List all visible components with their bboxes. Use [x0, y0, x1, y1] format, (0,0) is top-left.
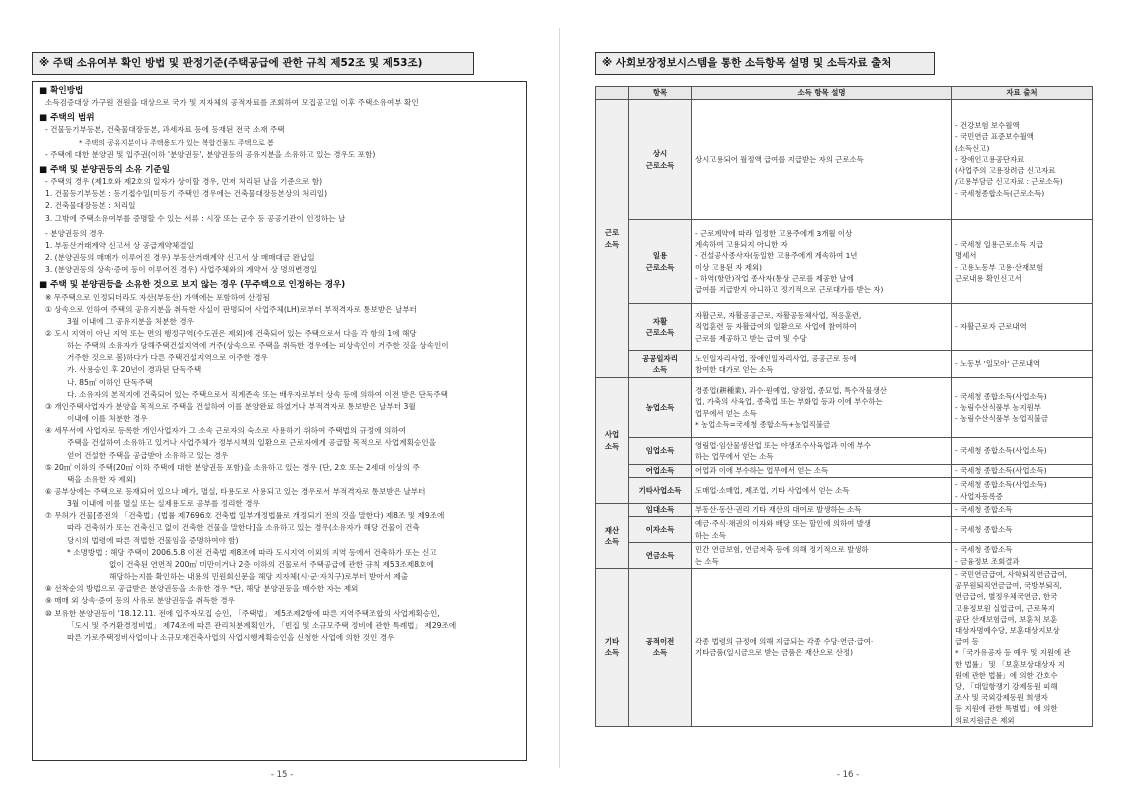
cell-line: - 국세청 종합소득(사업소득): [955, 480, 1047, 490]
text-line: 이내에 이를 처분한 경우: [67, 414, 148, 424]
header-description: 소득 항목 설명: [692, 87, 952, 100]
item-cell: 농업소득: [629, 378, 692, 438]
table-row: [596, 543, 1093, 569]
text-line: * 주택의 공유지분이나 주택용도가 있는 복합건물도 주택으로 봄: [79, 138, 274, 147]
cell-line: 당, 「대일항쟁기 강제동원 피해: [955, 682, 1058, 692]
cell-line: - 건설공사종사자(동일한 고용주에게 계속하여 1년: [695, 251, 858, 261]
text-line: 3. 그밖에 주택소유여부를 증명할 수 있는 서류 : 시장 또는 군수 등 공공기관이 인정하는 날: [45, 213, 346, 223]
text-line: 따라 건축허가 또는 건축신고 없이 건축한 건물을 말한다]을 소유하고 있는 경우(소유자가 해당 건물이 건축: [67, 523, 420, 533]
cell-line: 어업과 이에 부수하는 업무에서 얻는 소득: [695, 466, 829, 476]
text-line: ④ 세무서에 사업자로 등록한 개인사업자가 그 소속 근로자의 숙소로 사용하기 위하여 주택법의 규정에 의하여: [45, 426, 406, 436]
cell-line: 근로내용 확인신고서: [955, 273, 1022, 283]
housing-ownership-content: [32, 81, 527, 761]
text-line: ⑦ 무허가 건물[종전의 「건축법」(법률 제7696호 건축법 일부개정법률로 개정되기 전의 것을 말한다) 제8조 및 제9조에: [45, 511, 445, 521]
text-line: - 분양권등의 경우: [45, 228, 104, 238]
text-line: ⑥ 공부상에는 주택으로 등재되어 있으나 폐가, 멸실, 타용도로 사용되고 있는 경우로서 부적격자로 통보받은 날부터: [45, 487, 426, 496]
cell-line: 직업훈련 등 자활급여의 일환으로 사업에 참여하여: [695, 322, 857, 332]
cell-line: 하는 업무에서 얻는 소득: [695, 452, 774, 461]
text-line: 소득검증대상 가구원 전원을 대상으로 국가 및 지자체의 공적자료를 조회하여 모집공고일 이후 주택소유여부 확인: [45, 98, 419, 108]
source-cell: [952, 100, 1093, 220]
table-row: [596, 378, 1093, 438]
right-page: [560, 0, 1121, 793]
text-line: 따른 가로주택정비사업이나 소규모재건축사업의 사업시행계획승인을 신청한 사업에 의한 것인 경우: [67, 632, 395, 642]
cell-line: 민간 연금보험, 연금저축 등에 의해 정기적으로 발생하: [695, 545, 869, 555]
left-page: [0, 0, 560, 793]
cell-line: 영림업·임산물생산업 또는 야생조수사육업과 이에 부수: [695, 440, 871, 450]
cell-line: 상시고용되어 월정액 급여를 지급받는 자의 근로소득: [695, 154, 864, 164]
cell-line: 한 법률」 및 「보훈보상대상자 지: [955, 659, 1065, 669]
text-line: 2. (분양권등의 매매가 이루어진 경우) 부동산거래계약 신고서 상 매매대금 완납일: [45, 253, 315, 263]
cell-line: 이상 고용된 자 제외): [695, 262, 763, 272]
cell-line: /고용부담금 신고자료 : 근로소득): [955, 177, 1063, 187]
cell-line: - 국세청 일용근로소득 지급: [955, 240, 1044, 250]
table-row: [596, 220, 1093, 304]
section-heading: ■ 주택 및 분양권등의 소유 기준일: [39, 164, 170, 175]
text-line: 가. 사용승인 후 20년이 경과된 단독주택: [67, 365, 202, 375]
cell-line: 하는 소득: [695, 530, 726, 540]
cell-line: 는 소득: [695, 556, 719, 566]
cell-line: - 국세청 종합소득: [955, 545, 1013, 555]
text-line: ③ 개인주택사업자가 분양을 목적으로 주택을 건설하여 이를 분양완료 하였거나 부적격자로 통보받은 날부터 3월: [45, 401, 416, 411]
item-cell: 기타사업소득: [629, 478, 692, 504]
cell-line: (사업주의 고용장려금 신고자료: [955, 166, 1056, 176]
text-line: ② 도시 지역이 아닌 지역 또는 면의 행정구역(수도권은 제외)에 건축되어 있는 주택으로서 다음 각 항의 1에 해당: [45, 328, 417, 338]
header-source: 자료 출처: [952, 87, 1093, 100]
cell-line: 조사 및 국외강제동원 희생자: [955, 693, 1048, 703]
table-header-row: [596, 87, 1093, 100]
description-cell: [692, 569, 952, 727]
cell-line: - 자활근로자 근로내역: [955, 322, 1027, 332]
page-number-right: - 16 -: [836, 770, 860, 780]
section-heading: ■ 주택 및 분양권등을 소유한 것으로 보지 않는 경우 (무주택으로 인정하는 경우): [39, 280, 346, 291]
cell-line: 공단 산재보험급여, 보훈처 보훈: [955, 614, 1058, 624]
cell-line: 명세서: [955, 251, 977, 261]
description-cell: [692, 465, 952, 478]
description-cell: [692, 543, 952, 569]
text-line: 주택을 건설하여 소유하고 있거나 사업주체가 정부시책의 일환으로 근로자에게 공급할 목적으로 사업계획승인을: [67, 438, 436, 448]
cell-line: - 장애인고용공단자료: [955, 154, 1025, 164]
item-cell: 상시 근로소득: [629, 100, 692, 220]
cell-line: - 국민연금급여, 사학퇴직연금급여,: [955, 570, 1068, 579]
text-line: 3월 이내에 그 공유지분을 처분한 경우: [67, 316, 194, 326]
cell-line: - 하역(항만)작업 종사자(통상 근로를 제공한 날에: [695, 273, 854, 283]
description-cell: [692, 378, 952, 438]
header-category: [596, 87, 629, 100]
text-line: 1. 건물등기부등본 : 등기접수일(미등기 주택인 경우에는 건축물대장등본상의 처리일): [45, 189, 328, 199]
cell-line: - 국세청 종합소득(사업소득): [955, 466, 1047, 476]
table-row: [596, 304, 1093, 351]
item-cell: 임업소득: [629, 438, 692, 465]
text-line: ⑤ 20㎡ 이하의 주택(20㎡ 이하 주택에 대한 분양권등 포함)을 소유하고 있는 경우 (단, 2호 또는 2세대 이상의 주: [45, 462, 420, 472]
table-row: [596, 478, 1093, 504]
cell-line: 업무에서 얻는 소득: [695, 408, 757, 418]
description-cell: [692, 100, 952, 220]
item-cell: 임대소득: [629, 504, 692, 517]
text-line: 거주한 것으로 봄)하다가 다른 주택건설지역으로 이주한 경우: [67, 353, 268, 363]
cell-line: - 농림수산식품부 농업직불금: [955, 414, 1049, 424]
cell-line: - 국민연금 표준보수월액: [955, 132, 1034, 142]
text-line: - 건물등기부등본, 건축물대장등본, 과세자료 등에 등재된 전국 소재 주택: [45, 125, 285, 135]
category-cell-property: 재산 소득: [596, 504, 629, 569]
source-cell: [952, 351, 1093, 378]
text-line: ⑧ 선착순의 방법으로 공급받은 분양권등을 소유한 경우 *단, 해당 분양권등을 매수한 자는 제외: [45, 584, 359, 594]
text-line: 나. 85㎡ 이하인 단독주택: [67, 377, 153, 387]
cell-line: - 근로계약에 따라 일정한 고용주에게 3개월 이상: [695, 228, 853, 238]
item-cell: 일용 근로소득: [629, 220, 692, 304]
cell-line: * 농업소득=국세청 종합소득+농업직불금: [695, 419, 831, 429]
source-cell: [952, 465, 1093, 478]
cell-line: - 금융정보 조회결과: [955, 556, 1020, 566]
text-line: 없이 건축된 연면적 200㎡ 미만이거나 2층 이하의 건물로서 주택공급에 관한 규칙 제53조제8호에: [109, 559, 434, 569]
cell-line: 자활근로, 자활공공근로, 자활공동체사업, 적응훈련,: [695, 311, 862, 321]
cell-line: 기타금품(일시금으로 받는 금품은 재산으로 산정): [695, 648, 853, 658]
table-row: [596, 438, 1093, 465]
text-line: 1. 부동산거래계약 신고서 상 공급계약체결일: [45, 240, 194, 250]
table-row: [596, 569, 1093, 727]
cell-line: 고용정보원 실업급여, 근로복지: [955, 603, 1055, 613]
cell-line: - 국세청 종합소득: [955, 505, 1013, 515]
income-items-table: [595, 86, 1093, 727]
cell-line: 경종업(耕種業), 과수·원예업, 양잠업, 종묘업, 특수작물생산: [695, 386, 887, 396]
cell-line: - 국세청 종합소득: [955, 524, 1013, 534]
left-section-title: ※ 주택 소유여부 확인 방법 및 판정기준(주택공급에 관한 규칙 제52조 및 제53조): [32, 52, 474, 75]
section-heading: ■ 주택의 범위: [39, 113, 95, 124]
page-number-left: - 15 -: [270, 770, 294, 780]
category-cell-business: 사업 소득: [596, 378, 629, 504]
description-cell: [692, 351, 952, 378]
cell-line: 등 지원에 관한 특별법」에 의한: [955, 704, 1058, 714]
cell-line: 참여한 대가로 얻는 소득: [695, 365, 774, 374]
text-line: ※ 무주택으로 인정되더라도 자산(부동산) 가액에는 포함하여 산정됨: [45, 292, 270, 302]
cell-line: - 국세청 종합소득(사업소득): [955, 391, 1047, 401]
cell-line: 업, 가축의 사육업, 종축업 또는 부화업 등과 이에 부수하는: [695, 397, 883, 407]
text-line: 얻어 건설한 주택을 공급받아 소유하고 있는 경우: [67, 450, 229, 460]
category-cell-other: 기타 소득: [596, 569, 629, 727]
text-line: 2. 건축물대장등본 : 처리일: [45, 201, 136, 211]
text-line: ⑨ 매매 외 상속·증여 등의 사유로 분양권등을 취득한 경우: [45, 596, 235, 606]
cell-line: *「국가유공자 등 예우 및 지원에 관: [955, 648, 1071, 658]
cell-line: 대상자명예수당, 보훈대상지보상: [955, 626, 1060, 636]
item-cell: 공공일자리 소득: [629, 351, 692, 378]
cell-line: 근로를 제공하고 받는 급여 및 수당: [695, 333, 807, 343]
source-cell: [952, 478, 1093, 504]
text-line: 「도시 및 주거환경정비법」 제74조에 따른 관리처분계획인가, 「빈집 및 소규모주택 정비에 관한 특례법」 제29조에: [67, 620, 457, 630]
source-cell: [952, 438, 1093, 465]
text-line: 하는 주택의 소유자가 당해주택건설지역에 거주(상속으로 주택을 취득한 경우에는 피상속인이 거주한 것을 상속인이: [67, 341, 449, 351]
text-line: - 주택의 경우 (제1호와 제2호의 일자가 상이할 경우, 먼저 처리된 날을 기준으로 함): [45, 177, 323, 187]
text-line: - 주택에 대한 분양권 및 입주권(이하 '분양권등', 분양권등의 공유지분을 소유하고 있는 경우도 포함): [45, 149, 376, 159]
cell-line: 의료지원금은 제외: [955, 715, 1015, 725]
source-cell: [952, 543, 1093, 569]
cell-line: - 사업자등록증: [955, 491, 1003, 501]
table-row: [596, 465, 1093, 478]
cell-line: 예금·주식·채권의 이자와 배당 또는 할인에 의하여 발생: [695, 519, 871, 529]
description-cell: [692, 517, 952, 543]
text-line: 해당하는지를 확인하는 내용의 민원회신문을 해당 지자체(시·군·자치구)로부터 받아서 제출: [109, 572, 409, 582]
cell-line: 각종 법령의 규정에 의해 지급되는 각종 수당·연금·급여·: [695, 637, 874, 647]
category-cell-labor: 근로 소득: [596, 100, 629, 378]
cell-line: 계속하여 고용되지 아니한 자: [695, 240, 788, 250]
header-item: 항목: [629, 87, 692, 100]
source-cell: [952, 378, 1093, 438]
text-line: ⑩ 보유한 분양권등이 '18.12.11. 전에 입주자모집 승인, 「주택법」 제5조제2항에 따른 지역주택조합의 사업계획승인,: [45, 608, 440, 618]
cell-line: 노인일자리사업, 장애인일자리사업, 공공근로 등에: [695, 353, 857, 363]
item-cell: 연금소득: [629, 543, 692, 569]
cell-line: 급여 등: [955, 637, 979, 647]
description-cell: [692, 504, 952, 517]
description-cell: [692, 478, 952, 504]
cell-line: - 노동부 '일모아' 근로내역: [955, 359, 1041, 369]
cell-line: - 국세청 종합소득(사업소득): [955, 446, 1047, 456]
source-cell: [952, 569, 1093, 727]
table-row: [596, 100, 1093, 220]
item-cell: 공적이전 소득: [629, 569, 692, 727]
cell-line: 원에 관한 법률」에 의한 간호수: [955, 670, 1058, 680]
text-line: * 소명방법 : 해당 주택이 2006.5.8 이전 건축법 제8조에 따라 도시지역 이외의 지역 등에서 건축하가 또는 신고: [67, 547, 437, 557]
cell-line: - 농림수산식품부 농지원부: [955, 402, 1041, 412]
text-line: 당시의 법령에 따른 적법한 건물임을 증명하여야 함): [67, 535, 239, 545]
cell-line: (소득신고): [955, 143, 990, 153]
cell-line: 연금급여, 별정우체국연금, 한국: [955, 592, 1058, 602]
text-line: 다. 소유자의 본적지에 건축되어 있는 주택으로서 직계존속 또는 배우자로부터 상속 등에 의하여 이전 받은 단독주택: [67, 389, 448, 399]
right-section-title: ※ 사회보장정보시스템을 통한 소득항목 설명 및 소득자료 출처: [595, 52, 935, 75]
item-cell: 어업소득: [629, 465, 692, 478]
text-line: 3. (분양권등의 상속·증여 등이 이루어진 경우) 사업주체와의 계약서 상 명의변경일: [45, 265, 318, 275]
source-cell: [952, 304, 1093, 351]
text-line: 택을 소유한 자 제외): [67, 474, 136, 484]
table-row: [596, 504, 1093, 517]
item-cell: 이자소득: [629, 517, 692, 543]
cell-line: - 건강보험 보수월액: [955, 121, 1020, 131]
description-cell: [692, 438, 952, 465]
section-heading: ■ 확인방법: [39, 86, 84, 96]
source-cell: [952, 220, 1093, 304]
cell-line: - 고용노동부 고용·산재보험: [955, 262, 1044, 272]
text-line: 3월 이내에 이를 멸실 또는 실제용도로 공부를 정리한 경우: [67, 499, 260, 509]
source-cell: [952, 517, 1093, 543]
description-cell: [692, 220, 952, 304]
source-cell: [952, 504, 1093, 517]
item-cell: 자활 근로소득: [629, 304, 692, 351]
table-row: [596, 351, 1093, 378]
table-row: [596, 517, 1093, 543]
cell-line: - 국세청종합소득(근로소득): [955, 188, 1045, 198]
cell-line: 급여를 지급받지 아니하고 정기적으로 근로대가를 받는 자): [695, 284, 884, 294]
cell-line: 부동산·동산·권리 기타 재산의 대여로 발생하는 소득: [695, 505, 862, 515]
cell-line: 도매업·소매업, 제조업, 기타 사업에서 얻는 소득: [695, 485, 850, 495]
description-cell: [692, 304, 952, 351]
text-line: ① 상속으로 인하여 주택의 공유지분을 취득한 사실이 판명되어 사업주체(LH)로부터 부적격자로 통보받은 날부터: [45, 304, 417, 314]
cell-line: 공무원퇴직연금급여, 국방부퇴직,: [955, 581, 1063, 591]
